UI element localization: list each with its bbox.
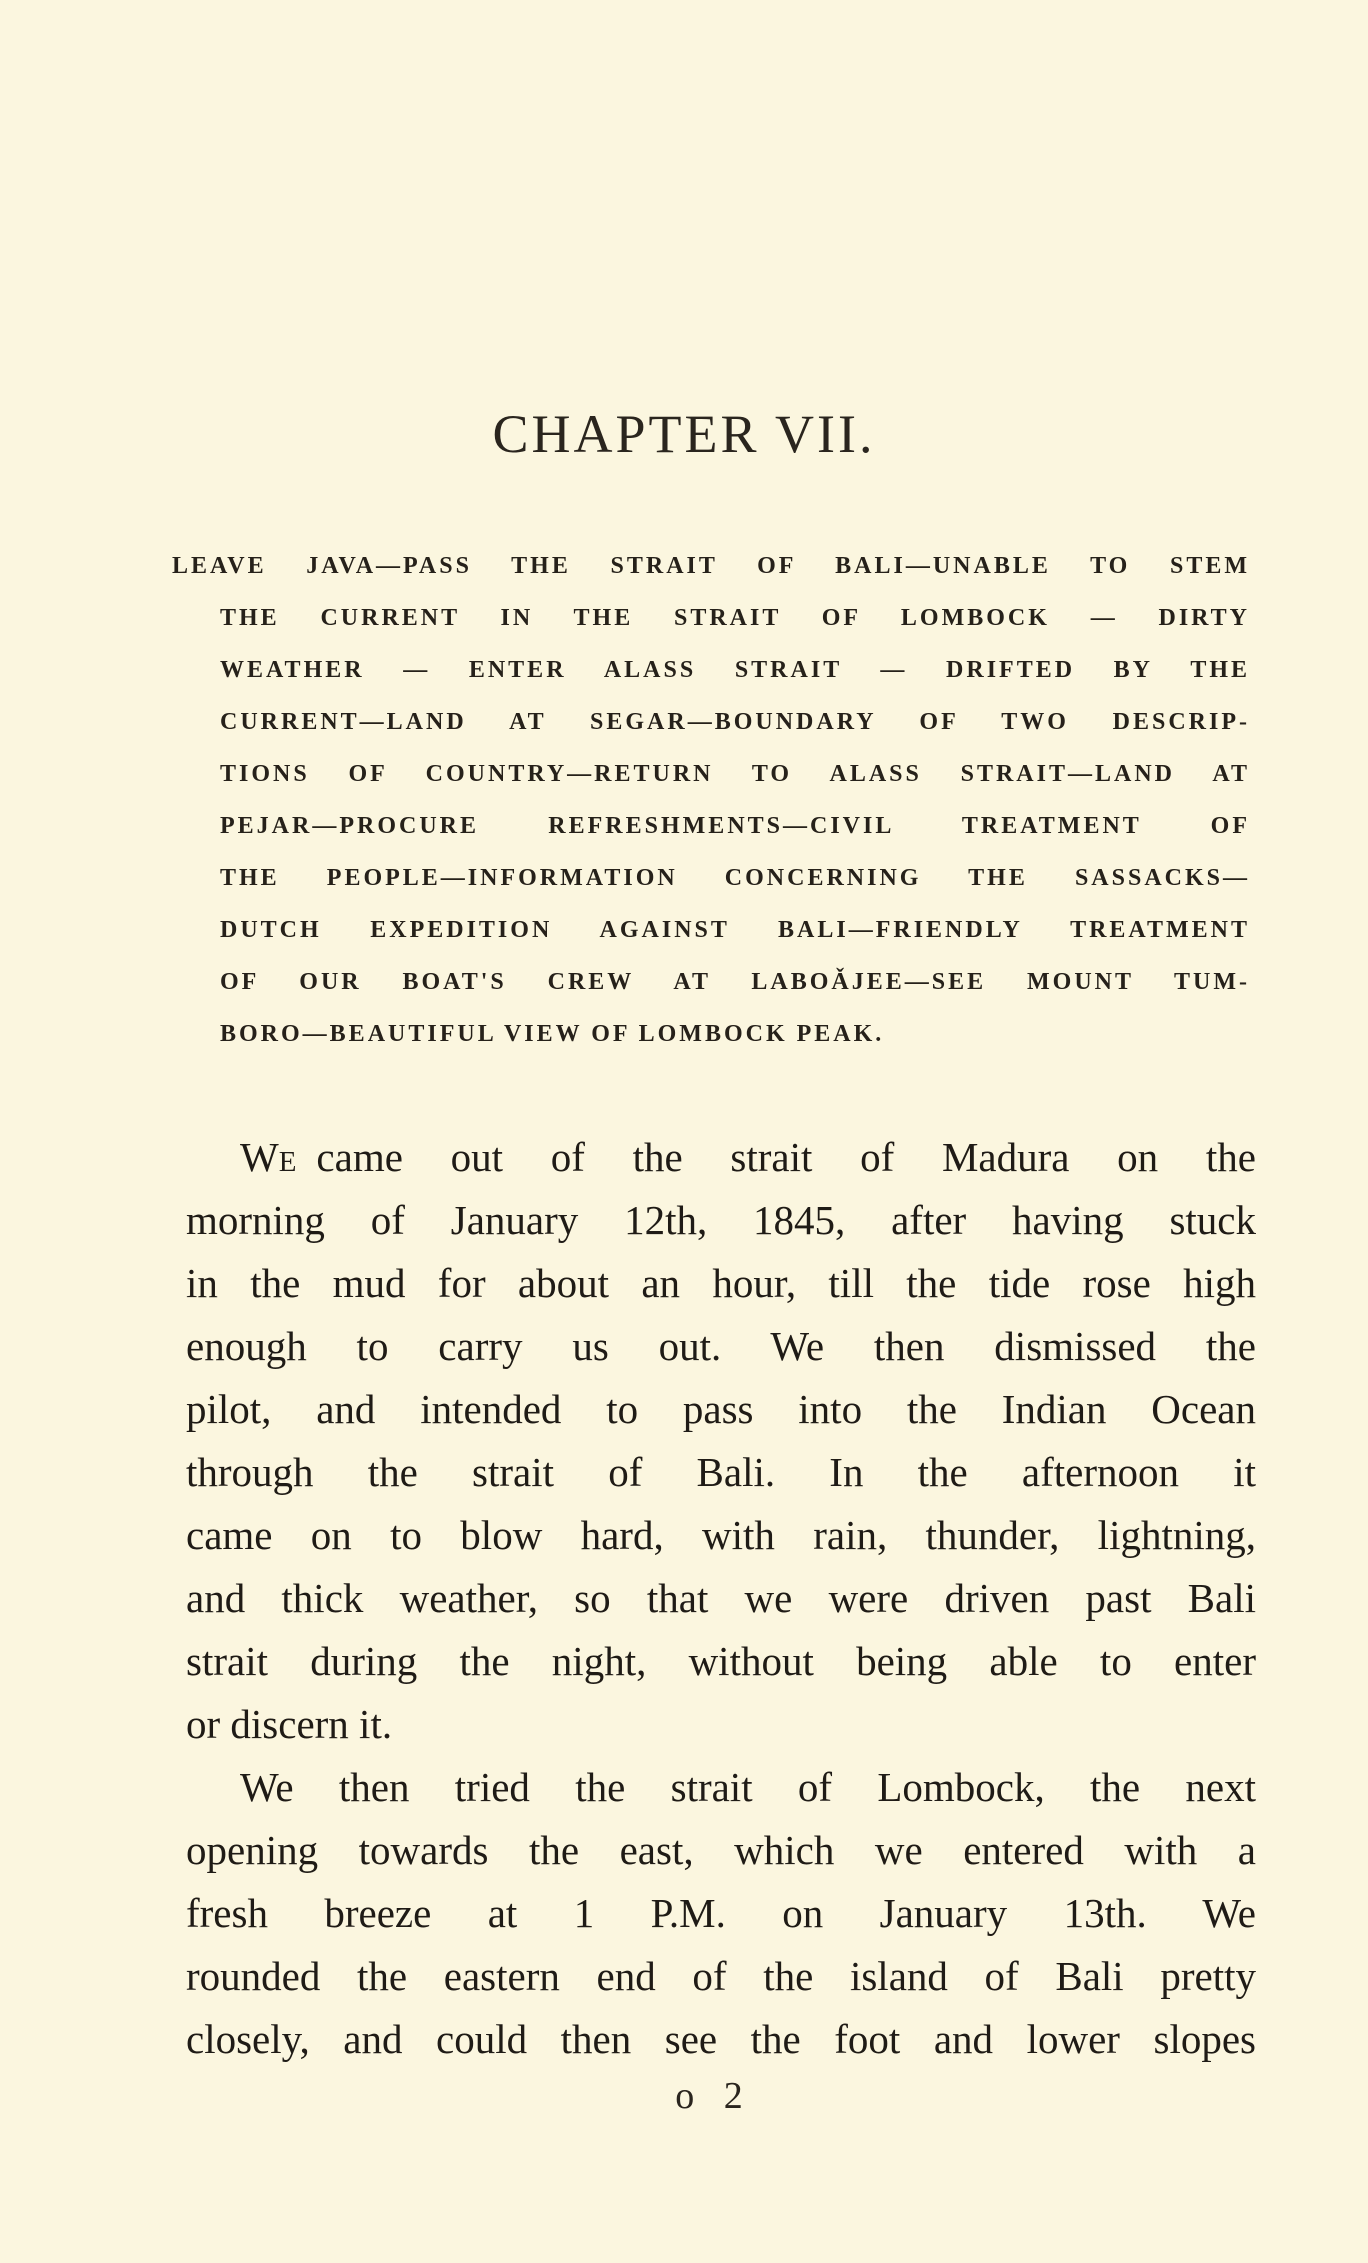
body-line: came on to blow hard, with rain, thunder, lightning, — [186, 1512, 1256, 1558]
summary-line: DUTCH EXPEDITION AGAINST BALI—FRIENDLY TREATMENT — [220, 917, 1250, 943]
chapter-title: CHAPTER VII. — [492, 404, 876, 464]
body-line: morning of January 12th, 1845, after having stuck — [186, 1197, 1256, 1243]
body-line: enough to carry us out. We then dismissed the — [186, 1323, 1256, 1369]
paragraph-first-line — [186, 1126, 1256, 1189]
summary-line: OF OUR BOAT'S CREW AT LABOǍJEE—SEE MOUNT TUM- — [220, 969, 1250, 995]
body-line: fresh breeze at 1 P.M. on January 13th. We — [186, 1890, 1256, 1936]
body-line: or discern it. — [186, 1701, 393, 1747]
signature-mark: o 2 — [675, 2075, 753, 2117]
summary-line: TIONS OF COUNTRY—RETURN TO ALASS STRAIT—LAND AT — [220, 761, 1250, 787]
body-line: rounded the eastern end of the island of Bali pretty — [186, 1953, 1256, 1999]
summary-line: CURRENT—LAND AT SEGAR—BOUNDARY OF TWO DESCRIP- — [220, 709, 1250, 735]
body-line: and thick weather, so that we were driven past Bali — [186, 1575, 1256, 1621]
body-line: strait during the night, without being able to enter — [186, 1638, 1256, 1684]
summary-line: LEAVE JAVA—PASS THE STRAIT OF BALI—UNABLE TO STEM — [172, 553, 1250, 579]
body-line-text: came out of the strait of Madura on the — [316, 1134, 1256, 1180]
body-line: pilot, and intended to pass into the Indian Ocean — [186, 1386, 1256, 1432]
chapter-summary — [170, 540, 1250, 1060]
body-text — [186, 1126, 1256, 2071]
body-line: closely, and could then see the foot and lower slopes — [186, 2016, 1256, 2062]
body-line: in the mud for about an hour, till the tide rose high — [186, 1260, 1256, 1306]
body-line: opening towards the east, which we entered with a — [186, 1827, 1256, 1873]
body-line: through the strait of Bali. In the afternoon it — [186, 1449, 1256, 1495]
summary-line: BORO—BEAUTIFUL VIEW OF LOMBOCK PEAK. — [220, 1021, 885, 1047]
summary-line: THE PEOPLE—INFORMATION CONCERNING THE SASSACKS— — [220, 865, 1250, 891]
body-line: We then tried the strait of Lombock, the next — [240, 1764, 1256, 1810]
dropcap-word: We — [240, 1134, 297, 1180]
summary-line: WEATHER — ENTER ALASS STRAIT — DRIFTED BY THE — [220, 657, 1250, 683]
summary-line: PEJAR—PROCURE REFRESHMENTS—CIVIL TREATMENT OF — [220, 813, 1250, 839]
summary-line: THE CURRENT IN THE STRAIT OF LOMBOCK — DIRTY — [220, 605, 1250, 631]
